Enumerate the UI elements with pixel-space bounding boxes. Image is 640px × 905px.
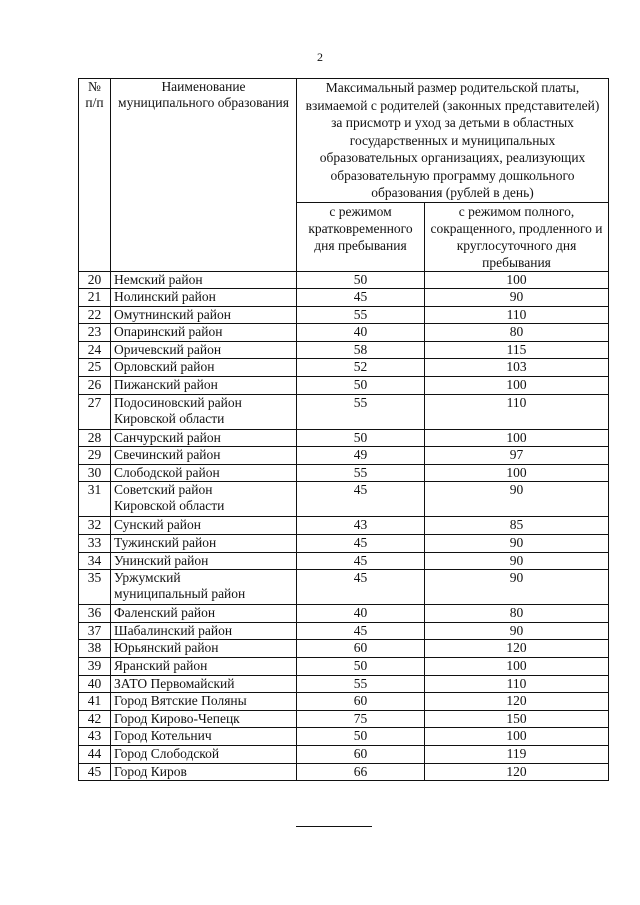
table-row bbox=[79, 447, 609, 465]
row-number: 34 bbox=[79, 552, 111, 570]
table-header bbox=[79, 79, 609, 272]
row-number: 33 bbox=[79, 535, 111, 553]
row-number: 41 bbox=[79, 693, 111, 711]
fee-short-stay: 50 bbox=[297, 377, 425, 395]
row-number: 20 bbox=[79, 271, 111, 289]
municipality-name bbox=[111, 640, 297, 658]
municipality-name-line: Кировской области bbox=[114, 410, 225, 426]
fee-full-stay: 120 bbox=[425, 763, 609, 781]
fee-full-stay: 120 bbox=[425, 693, 609, 711]
fee-full-stay: 115 bbox=[425, 341, 609, 359]
table-row bbox=[79, 306, 609, 324]
fee-full-stay: 150 bbox=[425, 710, 609, 728]
municipality-name-line: Пижанский район bbox=[114, 377, 218, 393]
table-row bbox=[79, 728, 609, 746]
fee-full-stay: 100 bbox=[425, 728, 609, 746]
municipality-name-line: Город Кирово-Чепецк bbox=[114, 710, 240, 726]
municipality-name bbox=[111, 482, 297, 517]
municipality-name bbox=[111, 324, 297, 342]
row-number: 36 bbox=[79, 605, 111, 623]
fee-short-stay: 50 bbox=[297, 728, 425, 746]
fee-short-stay: 52 bbox=[297, 359, 425, 377]
fee-short-stay: 55 bbox=[297, 306, 425, 324]
municipality-name bbox=[111, 271, 297, 289]
header-municipality: Наименование муниципального образования bbox=[111, 79, 297, 272]
fee-short-stay: 40 bbox=[297, 605, 425, 623]
signature-line bbox=[296, 826, 372, 827]
fee-full-stay: 110 bbox=[425, 306, 609, 324]
fee-full-stay: 97 bbox=[425, 447, 609, 465]
municipality-name-line: Город Киров bbox=[114, 763, 187, 779]
header-full-stay: с режимом полного, сокращенного, продленного и круглосуточного дня пребывания bbox=[425, 202, 609, 271]
municipality-name bbox=[111, 658, 297, 676]
fee-short-stay: 50 bbox=[297, 658, 425, 676]
table-row bbox=[79, 359, 609, 377]
fee-full-stay: 90 bbox=[425, 289, 609, 307]
municipality-name bbox=[111, 377, 297, 395]
row-number: 42 bbox=[79, 710, 111, 728]
fee-short-stay: 60 bbox=[297, 693, 425, 711]
table-row bbox=[79, 271, 609, 289]
fee-table bbox=[78, 78, 609, 781]
table-row bbox=[79, 640, 609, 658]
table-row bbox=[79, 482, 609, 517]
fee-full-stay: 103 bbox=[425, 359, 609, 377]
fee-full-stay: 90 bbox=[425, 552, 609, 570]
fee-full-stay: 80 bbox=[425, 324, 609, 342]
table-row bbox=[79, 658, 609, 676]
municipality-name bbox=[111, 359, 297, 377]
municipality-name bbox=[111, 710, 297, 728]
table-row bbox=[79, 745, 609, 763]
municipality-name-line: Орловский район bbox=[114, 359, 215, 375]
fee-full-stay: 80 bbox=[425, 605, 609, 623]
row-number: 21 bbox=[79, 289, 111, 307]
row-number: 23 bbox=[79, 324, 111, 342]
municipality-name bbox=[111, 693, 297, 711]
fee-short-stay: 45 bbox=[297, 482, 425, 517]
page-number: 2 bbox=[317, 50, 323, 64]
municipality-name-line: Сунский район bbox=[114, 517, 201, 533]
municipality-name bbox=[111, 745, 297, 763]
municipality-name-line: Юрьянский район bbox=[114, 640, 219, 656]
fee-full-stay: 110 bbox=[425, 675, 609, 693]
row-number: 43 bbox=[79, 728, 111, 746]
municipality-name bbox=[111, 289, 297, 307]
municipality-name bbox=[111, 464, 297, 482]
row-number: 35 bbox=[79, 570, 111, 605]
table-row bbox=[79, 289, 609, 307]
fee-short-stay: 45 bbox=[297, 535, 425, 553]
municipality-name-line: Город Слободской bbox=[114, 745, 220, 761]
row-number: 24 bbox=[79, 341, 111, 359]
fee-short-stay: 66 bbox=[297, 763, 425, 781]
municipality-name bbox=[111, 535, 297, 553]
fee-full-stay: 110 bbox=[425, 394, 609, 429]
table-row bbox=[79, 763, 609, 781]
municipality-name bbox=[111, 552, 297, 570]
municipality-name-line: Тужинский район bbox=[114, 535, 217, 551]
fee-full-stay: 100 bbox=[425, 429, 609, 447]
table-row bbox=[79, 535, 609, 553]
table-row bbox=[79, 429, 609, 447]
municipality-name bbox=[111, 763, 297, 781]
fee-full-stay: 85 bbox=[425, 517, 609, 535]
fee-full-stay: 90 bbox=[425, 570, 609, 605]
row-number: 25 bbox=[79, 359, 111, 377]
fee-short-stay: 45 bbox=[297, 552, 425, 570]
table-row bbox=[79, 341, 609, 359]
municipality-name bbox=[111, 429, 297, 447]
municipality-name-line: ЗАТО Первомайский bbox=[114, 675, 235, 691]
fee-short-stay: 49 bbox=[297, 447, 425, 465]
fee-short-stay: 50 bbox=[297, 429, 425, 447]
row-number: 39 bbox=[79, 658, 111, 676]
municipality-name bbox=[111, 570, 297, 605]
fee-short-stay: 45 bbox=[297, 289, 425, 307]
municipality-name-line: Слободской район bbox=[114, 464, 220, 480]
row-number: 37 bbox=[79, 622, 111, 640]
row-number: 28 bbox=[79, 429, 111, 447]
municipality-name bbox=[111, 394, 297, 429]
municipality-name-line: Оричевский район bbox=[114, 341, 222, 357]
municipality-name-line: Город Котельнич bbox=[114, 728, 212, 744]
municipality-name-line: Кировской области bbox=[114, 498, 225, 514]
table-row bbox=[79, 552, 609, 570]
municipality-name-line: Унинский район bbox=[114, 552, 209, 568]
fee-full-stay: 100 bbox=[425, 377, 609, 395]
table-row bbox=[79, 693, 609, 711]
municipality-name bbox=[111, 675, 297, 693]
table-row bbox=[79, 622, 609, 640]
municipality-name-line: Нолинский район bbox=[114, 289, 216, 305]
municipality-name bbox=[111, 341, 297, 359]
row-number: 31 bbox=[79, 482, 111, 517]
municipality-name bbox=[111, 622, 297, 640]
table-row bbox=[79, 675, 609, 693]
row-number: 27 bbox=[79, 394, 111, 429]
table-body bbox=[79, 271, 609, 781]
municipality-name-line: Свечинский район bbox=[114, 447, 221, 463]
row-number: 29 bbox=[79, 447, 111, 465]
fee-short-stay: 45 bbox=[297, 570, 425, 605]
municipality-name-line: Шабалинский район bbox=[114, 622, 233, 638]
municipality-name-line: Немский район bbox=[114, 271, 203, 287]
row-number: 32 bbox=[79, 517, 111, 535]
municipality-name-line: Советский район bbox=[114, 482, 213, 498]
table-row bbox=[79, 464, 609, 482]
municipality-name bbox=[111, 306, 297, 324]
header-short-stay: с режимом кратковременного дня пребывания bbox=[297, 202, 425, 271]
municipality-name-line: Подосиновский район bbox=[114, 394, 242, 410]
fee-full-stay: 90 bbox=[425, 535, 609, 553]
row-number: 26 bbox=[79, 377, 111, 395]
municipality-name-line: Уржумский bbox=[114, 570, 181, 586]
table-row bbox=[79, 377, 609, 395]
fee-short-stay: 60 bbox=[297, 745, 425, 763]
fee-short-stay: 55 bbox=[297, 394, 425, 429]
fee-short-stay: 58 bbox=[297, 341, 425, 359]
fee-short-stay: 50 bbox=[297, 271, 425, 289]
fee-full-stay: 100 bbox=[425, 271, 609, 289]
fee-short-stay: 75 bbox=[297, 710, 425, 728]
fee-short-stay: 60 bbox=[297, 640, 425, 658]
table-row bbox=[79, 394, 609, 429]
fee-full-stay: 119 bbox=[425, 745, 609, 763]
table-row bbox=[79, 710, 609, 728]
fee-full-stay: 100 bbox=[425, 658, 609, 676]
municipality-name-line: Фаленский район bbox=[114, 605, 216, 621]
row-number: 45 bbox=[79, 763, 111, 781]
fee-short-stay: 40 bbox=[297, 324, 425, 342]
row-number: 22 bbox=[79, 306, 111, 324]
row-number: 40 bbox=[79, 675, 111, 693]
fee-short-stay: 55 bbox=[297, 675, 425, 693]
table-row bbox=[79, 570, 609, 605]
fee-full-stay: 90 bbox=[425, 482, 609, 517]
table-row bbox=[79, 605, 609, 623]
table-row bbox=[79, 517, 609, 535]
municipality-name-line: Омутнинский район bbox=[114, 306, 231, 322]
municipality-name bbox=[111, 605, 297, 623]
row-number: 38 bbox=[79, 640, 111, 658]
header-max-fee: Максимальный размер родительской платы, взимаемой с родителей (законных представителей) за присмотр и уход за детьми в областных государственных и муниципальных образовательных организациях, реализующих образовательную программу дошкольного образования (рублей в день) bbox=[297, 79, 609, 203]
header-number: № п/п bbox=[79, 79, 111, 272]
municipality-name-line: Город Вятские Поляны bbox=[114, 693, 247, 709]
municipality-name bbox=[111, 728, 297, 746]
fee-short-stay: 55 bbox=[297, 464, 425, 482]
municipality-name-line: Санчурский район bbox=[114, 429, 221, 445]
municipality-name-line: Опаринский район bbox=[114, 324, 223, 340]
fee-short-stay: 43 bbox=[297, 517, 425, 535]
fee-full-stay: 120 bbox=[425, 640, 609, 658]
row-number: 30 bbox=[79, 464, 111, 482]
fee-full-stay: 100 bbox=[425, 464, 609, 482]
fee-short-stay: 45 bbox=[297, 622, 425, 640]
municipality-name bbox=[111, 447, 297, 465]
row-number: 44 bbox=[79, 745, 111, 763]
municipality-name bbox=[111, 517, 297, 535]
municipality-name-line: Яранский район bbox=[114, 658, 208, 673]
table-row bbox=[79, 324, 609, 342]
fee-full-stay: 90 bbox=[425, 622, 609, 640]
municipality-name-line: муниципальный район bbox=[114, 586, 246, 602]
